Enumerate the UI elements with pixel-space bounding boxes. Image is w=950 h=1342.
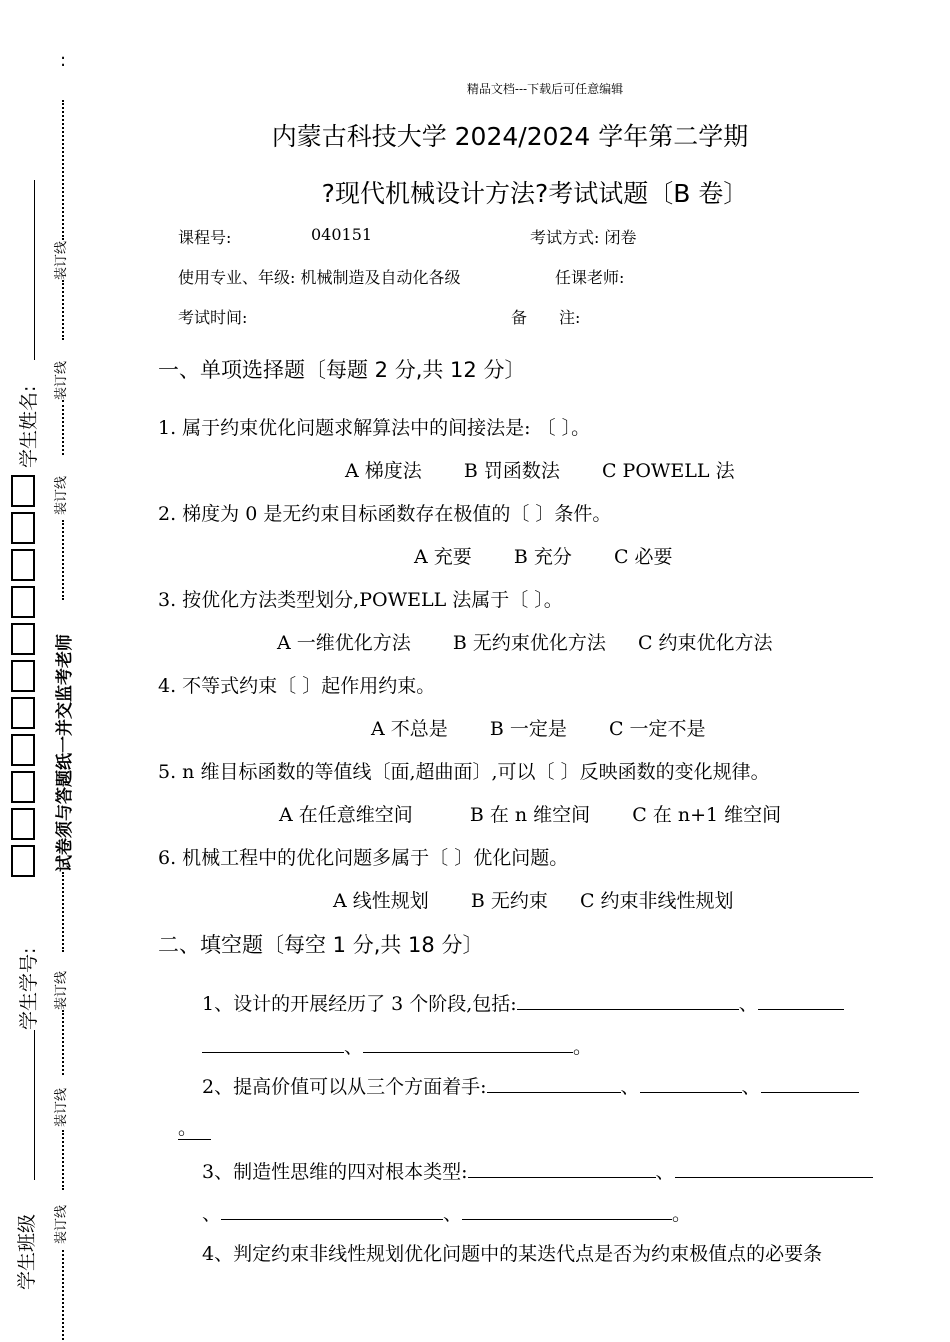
exam-title: 内蒙古科技大学 2024/2024 学年第二学期 (271, 122, 749, 151)
teacher-label: 任课老师: (555, 268, 625, 287)
id-digit-box[interactable] (11, 845, 35, 877)
id-digit-box[interactable] (11, 660, 35, 692)
option-b[interactable]: B 充分 (513, 546, 572, 568)
section1-heading: 一、单项选择题〔每题 2 分,共 12 分〕 (158, 358, 526, 382)
binding-line-label: 装订线 (54, 240, 69, 280)
binding-dotted-line (62, 1250, 64, 1340)
option-a[interactable]: A 线性规划 (333, 890, 429, 912)
option-b[interactable]: B 无约束 (470, 890, 548, 912)
binding-dotted-line (62, 280, 64, 340)
id-digit-box[interactable] (11, 771, 35, 803)
id-digit-box[interactable] (11, 549, 35, 581)
answer-blank[interactable] (758, 989, 844, 1010)
binding-dotted-line (62, 1130, 64, 1190)
fill-question-2-cont: 。 (178, 1113, 211, 1140)
id-digit-box[interactable] (11, 808, 35, 840)
student-name-label: 学生姓名: (18, 385, 40, 468)
answer-blank[interactable] (363, 1032, 573, 1053)
answer-blank[interactable] (761, 1072, 859, 1093)
answer-blank[interactable] (487, 1072, 621, 1093)
fill-question-4: 4、判定约束非线性规划优化问题中的某迭代点是否为约束极值点的必要条 (202, 1243, 823, 1265)
id-digit-box[interactable] (11, 512, 35, 544)
binding-dotted-line (62, 1010, 64, 1075)
binding-dotted-line (62, 400, 64, 455)
fill-question-1: 1、设计的开展经历了 3 个阶段,包括: 、 (202, 989, 844, 1016)
section2-heading: 二、填空题〔每空 1 分,共 18 分〕 (158, 933, 484, 957)
binding-line-label: 装订线 (54, 360, 69, 400)
course-no-value: 040151 (311, 225, 373, 244)
option-a[interactable]: A 充要 (414, 546, 472, 568)
fill-question-2: 2、提高价值可以从三个方面着手: 、 、 (202, 1072, 859, 1099)
question-6: 6. 机械工程中的优化问题多属于〔 〕优化问题。 (158, 847, 569, 869)
question-5: 5. n 维目标函数的等值线〔面,超曲面〕,可以〔 〕反映函数的变化规律。 (158, 761, 770, 783)
binding-line-label: 装订线 (54, 1087, 69, 1127)
student-class-label: 学生班级 (16, 1213, 38, 1290)
option-a[interactable]: A 一维优化方法 (277, 632, 411, 654)
id-digit-box[interactable] (11, 475, 35, 507)
option-c[interactable]: C 约束非线性规划 (579, 890, 734, 912)
class-underline (34, 1030, 35, 1180)
course-no-label: 课程号: (178, 228, 232, 247)
binding-line-label: 装订线 (54, 1204, 69, 1244)
answer-blank[interactable] (202, 1032, 344, 1053)
binding-dotted-line (62, 520, 64, 600)
id-digit-box[interactable] (11, 734, 35, 766)
option-c[interactable]: C 一定不是 (608, 718, 706, 740)
option-c[interactable]: C 在 n+1 维空间 (632, 804, 782, 826)
answer-blank[interactable] (640, 1072, 742, 1093)
id-digit-box[interactable] (11, 697, 35, 729)
option-b[interactable]: B 无约束优化方法 (452, 632, 606, 654)
options-2 (414, 542, 673, 569)
id-digit-box[interactable] (11, 623, 35, 655)
options-3 (277, 628, 773, 655)
option-a[interactable]: A 在任意维空间 (279, 804, 413, 826)
option-b[interactable]: B 在 n 维空间 (469, 804, 591, 826)
option-a[interactable]: A 梯度法 (345, 460, 422, 482)
watermark-text: 精品文档---下载后可任意编辑 (466, 82, 624, 96)
fill-question-3-cont: 、 、 。 (202, 1199, 691, 1226)
binding-colon: : (60, 50, 67, 71)
question-1: 1. 属于约束优化问题求解算法中的间接法是: 〔 〕。 (158, 417, 591, 439)
binding-notice: 试卷须与答题纸一并交监考老师 (55, 634, 75, 872)
id-digit-box[interactable] (11, 586, 35, 618)
option-c[interactable]: C POWELL 法 (601, 460, 735, 482)
answer-blank[interactable] (462, 1199, 672, 1220)
options-6 (333, 886, 734, 913)
option-b[interactable]: B 罚函数法 (463, 460, 560, 482)
binding-line-label: 装订线 (54, 970, 69, 1010)
answer-blank[interactable] (517, 989, 739, 1010)
option-c[interactable]: C 必要 (613, 546, 673, 568)
fill-question-3: 3、制造性思维的四对根本类型: 、 (202, 1157, 873, 1184)
exam-time-label: 考试时间: (178, 308, 248, 327)
option-b[interactable]: B 一定是 (489, 718, 567, 740)
fill-question-1-cont: 、 。 (202, 1032, 592, 1059)
exam-mode: 考试方式: 闭卷 (530, 228, 637, 247)
option-a[interactable]: A 不总是 (371, 718, 448, 740)
options-5 (279, 800, 781, 827)
option-c[interactable]: C 约束优化方法 (637, 632, 773, 654)
exam-subtitle: ?现代机械设计方法?考试试题〔B 卷〕 (321, 179, 749, 208)
binding-dotted-line (62, 872, 64, 952)
options-1 (345, 456, 735, 483)
options-4 (371, 714, 706, 741)
question-4: 4. 不等式约束〔 〕起作用约束。 (158, 675, 436, 697)
question-3: 3. 按优化方法类型划分,POWELL 法属于〔 〕。 (158, 589, 563, 611)
answer-blank[interactable] (221, 1199, 443, 1220)
student-id-label: 学生学号: (18, 947, 40, 1030)
student-id-boxes[interactable] (11, 475, 37, 882)
major-grade: 使用专业、年级: 机械制造及自动化各级 (178, 268, 461, 287)
binding-line-label: 装订线 (54, 475, 69, 515)
note-label: 备 注: (511, 308, 581, 327)
answer-blank[interactable] (675, 1157, 873, 1178)
question-2: 2. 梯度为 0 是无约束目标函数存在极值的〔 〕条件。 (158, 503, 612, 525)
answer-blank[interactable] (468, 1157, 656, 1178)
